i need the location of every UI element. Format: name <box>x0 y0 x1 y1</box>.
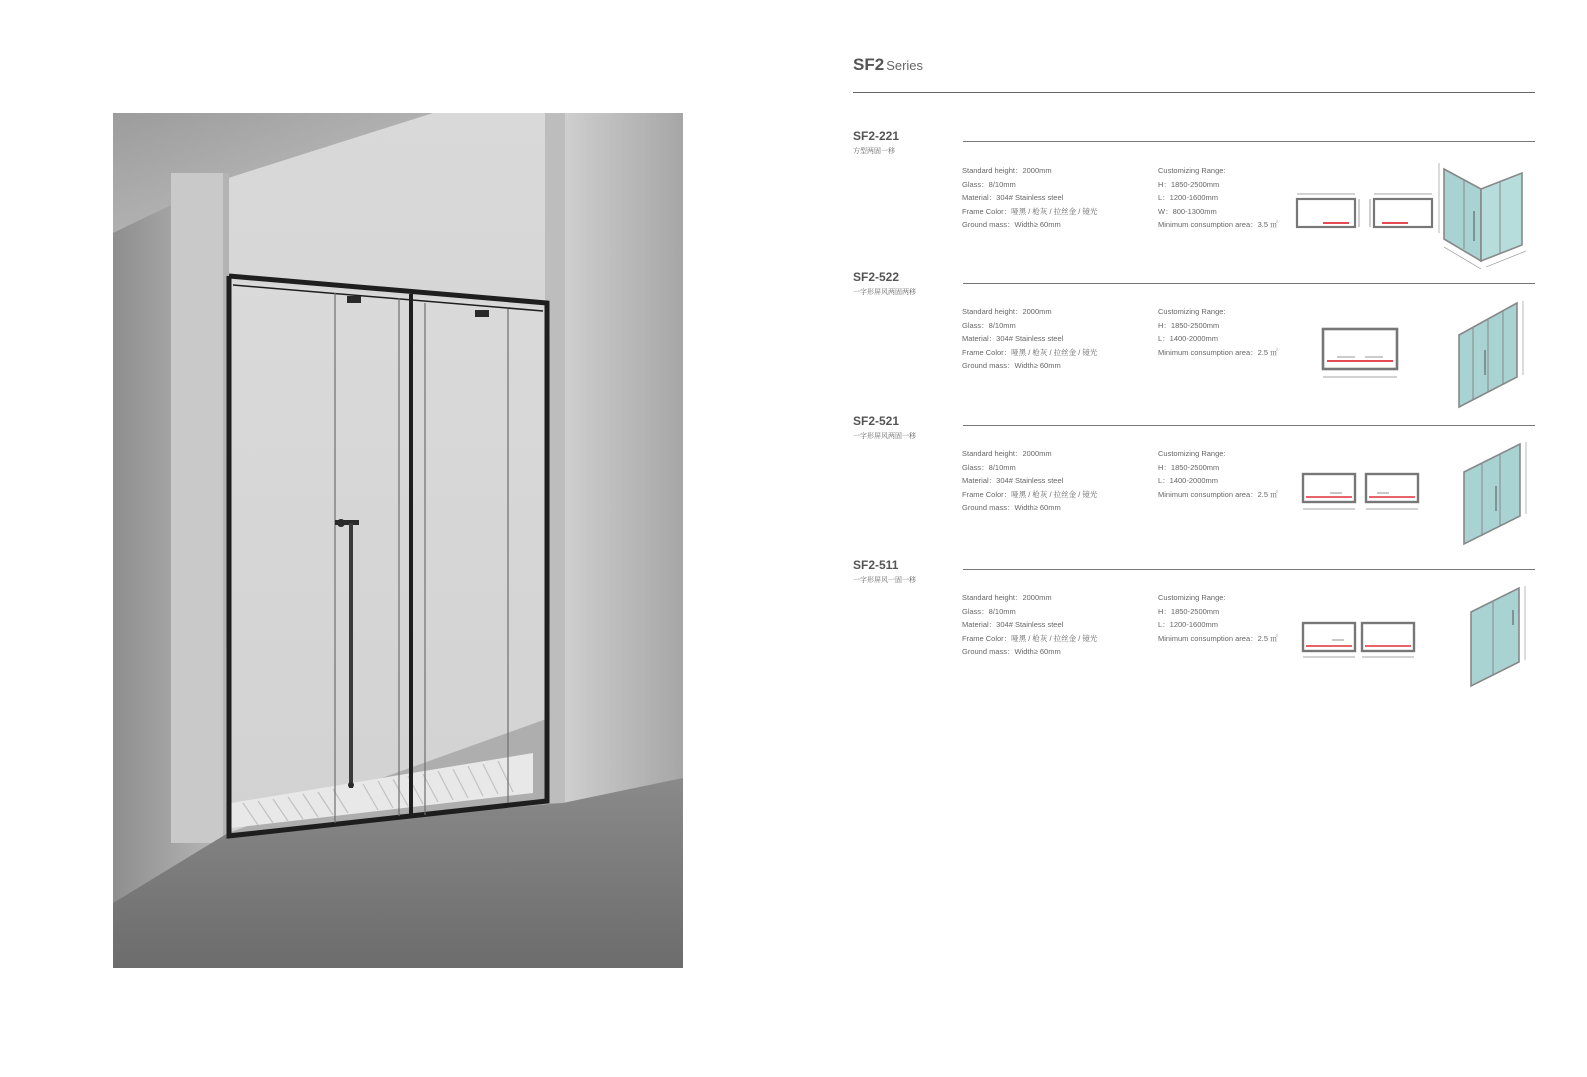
inline-enclosure-isometric-icon <box>1458 436 1533 548</box>
spec-ground-mass: Ground mass：Width≥ 60mm <box>962 220 1061 229</box>
product-sf2-221 <box>853 129 1535 269</box>
series-code: SF2 <box>853 55 885 74</box>
spec-standard-height: Standard height：2000mm <box>962 593 1052 602</box>
product-code: SF2-522 <box>853 270 900 284</box>
spec-standard-height: Standard height：2000mm <box>962 166 1052 175</box>
series-word: Series <box>886 58 924 73</box>
custom-range-title: Customizing Range: <box>1158 449 1226 458</box>
custom-range-title: Customizing Range: <box>1158 166 1226 175</box>
product-code: SF2-521 <box>853 414 900 428</box>
spec-glass: Glass：8/10mm <box>962 179 1016 189</box>
spec-material: Material：304# Stainless steel <box>962 620 1064 629</box>
custom-range-w: W：800-1300mm <box>1158 206 1217 216</box>
plan-view-right-icon <box>1359 620 1417 662</box>
custom-range-list <box>1158 305 1278 359</box>
custom-range-l: L：1400-2000mm <box>1158 334 1219 343</box>
spec-list <box>962 305 1097 373</box>
product-subtitle: 方型两固一移 <box>853 148 895 155</box>
spec-frame-color: Frame Color：哑黑 / 枪灰 / 拉丝金 / 镜光 <box>962 206 1098 216</box>
custom-range-list <box>1158 447 1278 501</box>
spec-material: Material：304# Stainless steel <box>962 193 1064 202</box>
product-subtitle: 一字形屏风一固一移 <box>853 577 916 584</box>
corner-enclosure-isometric-icon <box>1436 151 1536 271</box>
product-divider <box>963 425 1535 426</box>
product-subtitle: 一字形屏风两固两移 <box>853 289 916 296</box>
custom-range-list <box>1158 164 1278 232</box>
plan-view-icon <box>1319 325 1401 381</box>
spec-standard-height: Standard height：2000mm <box>962 449 1052 458</box>
product-sf2-522 <box>853 270 1535 410</box>
custom-range-h: H：1850-2500mm <box>1158 179 1220 189</box>
spec-ground-mass: Ground mass：Width≥ 60mm <box>962 361 1061 370</box>
spec-list <box>962 164 1097 232</box>
product-code: SF2-221 <box>853 129 900 143</box>
product-sf2-511 <box>853 558 1535 698</box>
spec-ground-mass: Ground mass：Width≥ 60mm <box>962 647 1061 656</box>
plan-view-left-icon <box>1300 471 1358 513</box>
spec-list <box>962 591 1097 659</box>
product-divider <box>963 141 1535 142</box>
spec-glass: Glass：8/10mm <box>962 320 1016 330</box>
product-subtitle: 一字形屏风两固一移 <box>853 433 916 440</box>
product-divider <box>963 283 1535 284</box>
custom-range-min-area: Minimum consumption area：2.5 ㎡ <box>1158 489 1278 499</box>
spec-frame-color: Frame Color：哑黑 / 枪灰 / 拉丝金 / 镜光 <box>962 633 1098 643</box>
custom-range-min-area: Minimum consumption area：2.5 ㎡ <box>1158 347 1278 357</box>
spec-material: Material：304# Stainless steel <box>962 476 1064 485</box>
spec-frame-color: Frame Color：哑黑 / 枪灰 / 拉丝金 / 镜光 <box>962 489 1098 499</box>
spec-list <box>962 447 1097 515</box>
plan-view-right-icon <box>1368 191 1436 231</box>
spec-material: Material：304# Stainless steel <box>962 334 1064 343</box>
custom-range-l: L：1200-1600mm <box>1158 620 1219 629</box>
custom-range-h: H：1850-2500mm <box>1158 320 1220 330</box>
product-code: SF2-511 <box>853 558 899 572</box>
custom-range-list <box>1158 591 1278 645</box>
inline-enclosure-isometric-icon <box>1465 580 1535 692</box>
plan-view-left-icon <box>1293 191 1361 231</box>
product-sf2-521 <box>853 414 1535 554</box>
series-title <box>853 55 923 75</box>
spec-ground-mass: Ground mass：Width≥ 60mm <box>962 503 1061 512</box>
plan-view-left-icon <box>1300 620 1358 662</box>
spec-frame-color: Frame Color：哑黑 / 枪灰 / 拉丝金 / 镜光 <box>962 347 1098 357</box>
custom-range-min-area: Minimum consumption area：2.5 ㎡ <box>1158 633 1278 643</box>
custom-range-h: H：1850-2500mm <box>1158 606 1220 616</box>
custom-range-min-area: Minimum consumption area：3.5 ㎡ <box>1158 220 1278 229</box>
custom-range-h: H：1850-2500mm <box>1158 462 1220 472</box>
plan-view-right-icon <box>1363 471 1421 513</box>
custom-range-title: Customizing Range: <box>1158 593 1226 602</box>
custom-range-l: L：1400-2000mm <box>1158 476 1219 485</box>
header-divider <box>853 92 1535 93</box>
spec-glass: Glass：8/10mm <box>962 462 1016 472</box>
shower-enclosure-photo <box>113 113 683 968</box>
product-divider <box>963 569 1535 570</box>
custom-range-title: Customizing Range: <box>1158 307 1226 316</box>
spec-glass: Glass：8/10mm <box>962 606 1016 616</box>
spec-standard-height: Standard height：2000mm <box>962 307 1052 316</box>
custom-range-l: L：1200-1600mm <box>1158 193 1219 202</box>
inline-enclosure-isometric-icon <box>1453 295 1533 410</box>
